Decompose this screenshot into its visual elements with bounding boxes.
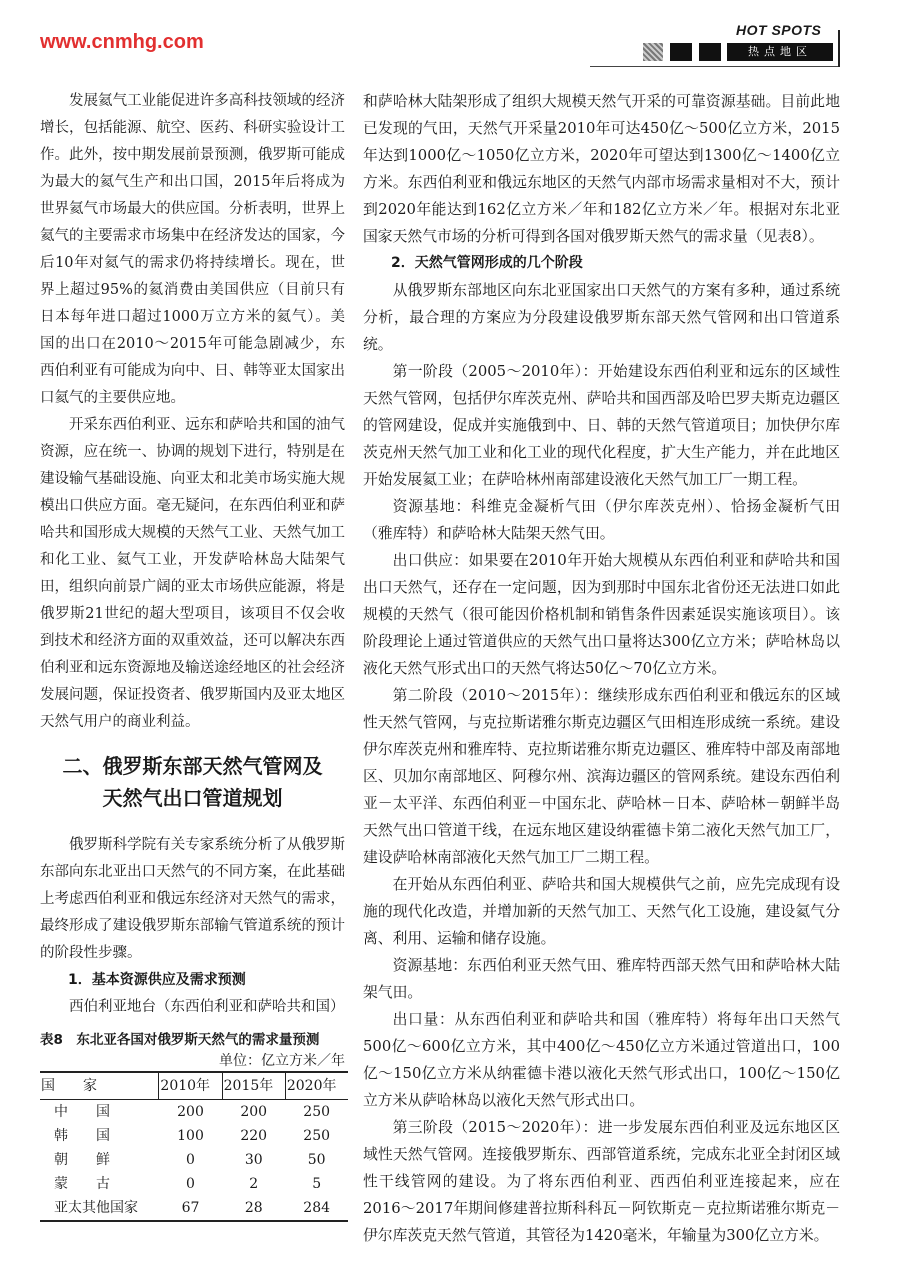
table-header-cell: 国 家 bbox=[40, 1072, 159, 1100]
table-cell: 中 国 bbox=[54, 1104, 110, 1120]
paragraph: 出口量：从东西伯利亚和萨哈共和国（雅库特）将每年出口天然气500亿～600亿立方米，其中400亿～450亿立方米通过管道出口，100亿～150亿立方米从纳霍德卡港以液化天然气形式出口，100亿～150亿立方米从萨哈林岛以液化天然气形式出口。 bbox=[363, 1011, 840, 1109]
left-column bbox=[40, 88, 345, 1222]
table-unit: 单位：亿立方米／年 bbox=[219, 1053, 345, 1069]
table-row bbox=[40, 1148, 348, 1172]
paragraph: 从俄罗斯东部地区向东北亚国家出口天然气的方案有多种，通过系统分析，最合理的方案应为分段建设俄罗斯东部天然气管网和出口管道系统。 bbox=[363, 282, 840, 353]
table-cell: 250 bbox=[303, 1128, 331, 1144]
qr-code-icon bbox=[643, 43, 663, 61]
right-column bbox=[363, 88, 840, 1249]
table-cell: 220 bbox=[240, 1128, 268, 1144]
paragraph: 开采东西伯利亚、远东和萨哈共和国的油气资源，应在统一、协调的规划下进行，特别是在建设输气基础设施、向亚太和北美市场实施大规模出口供应方面。毫无疑问，在东西伯利亚和萨哈共和国形成大规模的天然气工业、天然气加工和化工业、氦气工业，开发萨哈林岛大陆架气田，组织向前景广阔的亚太市场供应能源，将是俄罗斯21世纪的超大型项目，该项目不仅会收到技术和经济方面的双重效益，还可以解决东西伯利亚和远东资源地及输送途经地区的社会经济发展问题，保证投资者、俄罗斯国内及亚太地区天然气用户的商业利益。 bbox=[40, 417, 345, 730]
watermark: www.cnmhg.com bbox=[40, 31, 204, 53]
paragraph: 在开始从东西伯利亚、萨哈共和国大规模供气之前，应先完成现有设施的现代化改造，并增加新的天然气加工、天然气化工设施，建设氦气分离、利用、运输和储存设施。 bbox=[363, 876, 840, 947]
table-row bbox=[40, 1172, 348, 1196]
section-title-cn: 热点地区 bbox=[727, 43, 833, 61]
table-row bbox=[40, 1196, 348, 1221]
subheading: 2．天然气管网形成的几个阶段 bbox=[391, 255, 583, 271]
section-title-en: HOT SPOTS bbox=[736, 22, 822, 38]
paragraph: 资源基地：东西伯利亚天然气田、雅库特西部天然气田和萨哈林大陆架气田。 bbox=[363, 957, 840, 1001]
table-header-cell: 2010年 bbox=[159, 1072, 222, 1100]
paragraph: 第二阶段（2010～2015年）：继续形成东西伯利亚和俄远东的区域性天然气管网，与克拉斯诺雅尔斯克边疆区气田相连形成统一系统。建设伊尔库茨克州和雅库特、克拉斯诺雅尔斯克边疆区、雅库特中部及南部地区、贝加尔南部地区、阿穆尔州、滨海边疆区的管网系统。建设东西伯利亚－太平洋、东西伯利亚－中国东北、萨哈林－日本、萨哈林－朝鲜半岛天然气出口管道干线，在远东地区建设纳霍德卡第二液化天然气加工厂，建设萨哈林南部液化天然气加工厂二期工程。 bbox=[363, 687, 840, 866]
table-cell: 284 bbox=[285, 1196, 348, 1221]
table-cell: 100 bbox=[177, 1128, 204, 1144]
paragraph: 第三阶段（2015～2020年）：进一步发展东西伯利亚及远东地区区域性天然气管网。连接俄罗斯东、西部管道系统，完成东北亚全封闭区域性干线管网的建设。为了将东西伯利亚、西西伯利亚连接起来，应在2016～2017年期间修建普拉斯科科瓦－阿钦斯克－克拉斯诺雅尔斯克－伊尔库茨克天然气管道，其管径为1420毫米，年输量为300亿立方米。 bbox=[363, 1119, 840, 1244]
table-cell: 朝 鲜 bbox=[54, 1152, 110, 1168]
subheading: 1．基本资源供应及需求预测 bbox=[68, 972, 246, 988]
paragraph: 出口供应：如果要在2010年开始大规模从东西伯利亚和萨哈共和国出口天然气，还存在一定问题，因为到那时中国东北省份还无法进口如此规模的天然气（很可能因价格机制和销售条件因素延误实施该项目）。该阶段理论上通过管道供应的天然气出口量将达300亿立方米；萨哈林岛以液化天然气形式出口的天然气将达50亿～70亿立方米。 bbox=[363, 552, 840, 677]
table-cell: 0 bbox=[186, 1152, 195, 1168]
table-row bbox=[40, 1100, 348, 1125]
paragraph: 和萨哈林大陆架形成了组织大规模天然气开采的可靠资源基础。目前此地已发现的气田，天然气开采量2010年可达450亿～500亿立方米，2015年达到1000亿～1050亿立方米，2020年可望达到1300亿～1400亿立方米。东西伯利亚和俄远东地区的天然气内部市场需求量相对不大，预计到2020年能达到162亿立方米／年和182亿立方米／年。根据对东北亚国家天然气市场的分析可得到各国对俄罗斯天然气的需求量（见表8）。 bbox=[363, 93, 840, 245]
table-cell: 韩 国 bbox=[54, 1128, 110, 1144]
table-header-row bbox=[40, 1072, 348, 1100]
table-cell: 30 bbox=[244, 1152, 263, 1168]
header-rule bbox=[590, 66, 840, 67]
table-header-cell: 2015年 bbox=[222, 1072, 285, 1100]
paragraph: 西伯利亚地台（东西伯利亚和萨哈共和国） bbox=[69, 999, 345, 1015]
table-cell: 200 bbox=[240, 1104, 268, 1120]
table-cell: 5 bbox=[312, 1176, 322, 1192]
section-heading bbox=[40, 750, 345, 814]
table-cell: 亚太其他国家 bbox=[40, 1196, 159, 1221]
header-vertical-rule bbox=[838, 30, 840, 67]
paragraph: 第一阶段（2005～2010年）：开始建设东西伯利亚和远东的区域性天然气管网，包括伊尔库茨克州、萨哈共和国西部及哈巴罗夫斯克边疆区的管网建设，促成并实施俄到中、日、韩的天然气管道项目；加快伊尔库茨克州天然气加工业和化工业的现代化程度，扩大生产能力，并在此地区开始发展氦工业；在萨哈林州南部建设液化天然气加工厂一期工程。 bbox=[363, 363, 840, 488]
heading-line: 二、俄罗斯东部天然气管网及 bbox=[62, 754, 323, 778]
header-block bbox=[699, 43, 721, 61]
demand-table bbox=[40, 1071, 348, 1222]
table-title: 表8 东北亚各国对俄罗斯天然气的需求量预测 bbox=[40, 1032, 320, 1048]
table-cell: 2 bbox=[249, 1176, 259, 1192]
table-cell: 200 bbox=[177, 1104, 204, 1120]
table-cell: 28 bbox=[222, 1196, 285, 1221]
paragraph: 发展氦气工业能促进许多高科技领域的经济增长，包括能源、航空、医药、科研实验设计工作。此外，按中期发展前景预测，俄罗斯可能成为最大的氦气生产和出口国，2015年后将成为世界氦气市场最大的供应国。分析表明，世界上氦气的主要需求市场集中在经济发达的国家，今后10年对氦气的需求仍将持续增长。现在，世界上超过95%的氦消费由美国供应（目前只有日本每年进口超过1000万立方米的氦气）。美国的出口在2010～2015年可能急剧减少，东西伯利亚有可能成为向中、日、韩等亚太国家出口氦气的主要供应地。 bbox=[40, 93, 345, 406]
table-cell: 250 bbox=[303, 1104, 331, 1120]
table-header-cell: 2020年 bbox=[285, 1072, 348, 1100]
table-cell: 67 bbox=[159, 1196, 222, 1221]
heading-line: 天然气出口管道规划 bbox=[102, 786, 283, 810]
table-cell: 蒙 古 bbox=[54, 1176, 110, 1192]
header-block bbox=[670, 43, 692, 61]
paragraph: 资源基地：科维克金凝析气田（伊尔库茨克州）、恰扬金凝析气田（雅库特）和萨哈林大陆架天然气田。 bbox=[363, 498, 840, 542]
paragraph: 俄罗斯科学院有关专家系统分析了从俄罗斯东部向东北亚出口天然气的不同方案，在此基础上考虑西伯利亚和俄远东经济对天然气的需求，最终形成了建设俄罗斯东部输气管道系统的预计的阶段性步骤。 bbox=[40, 837, 345, 961]
table-row bbox=[40, 1124, 348, 1148]
table-cell: 0 bbox=[186, 1176, 195, 1192]
table-cell: 50 bbox=[307, 1152, 326, 1168]
